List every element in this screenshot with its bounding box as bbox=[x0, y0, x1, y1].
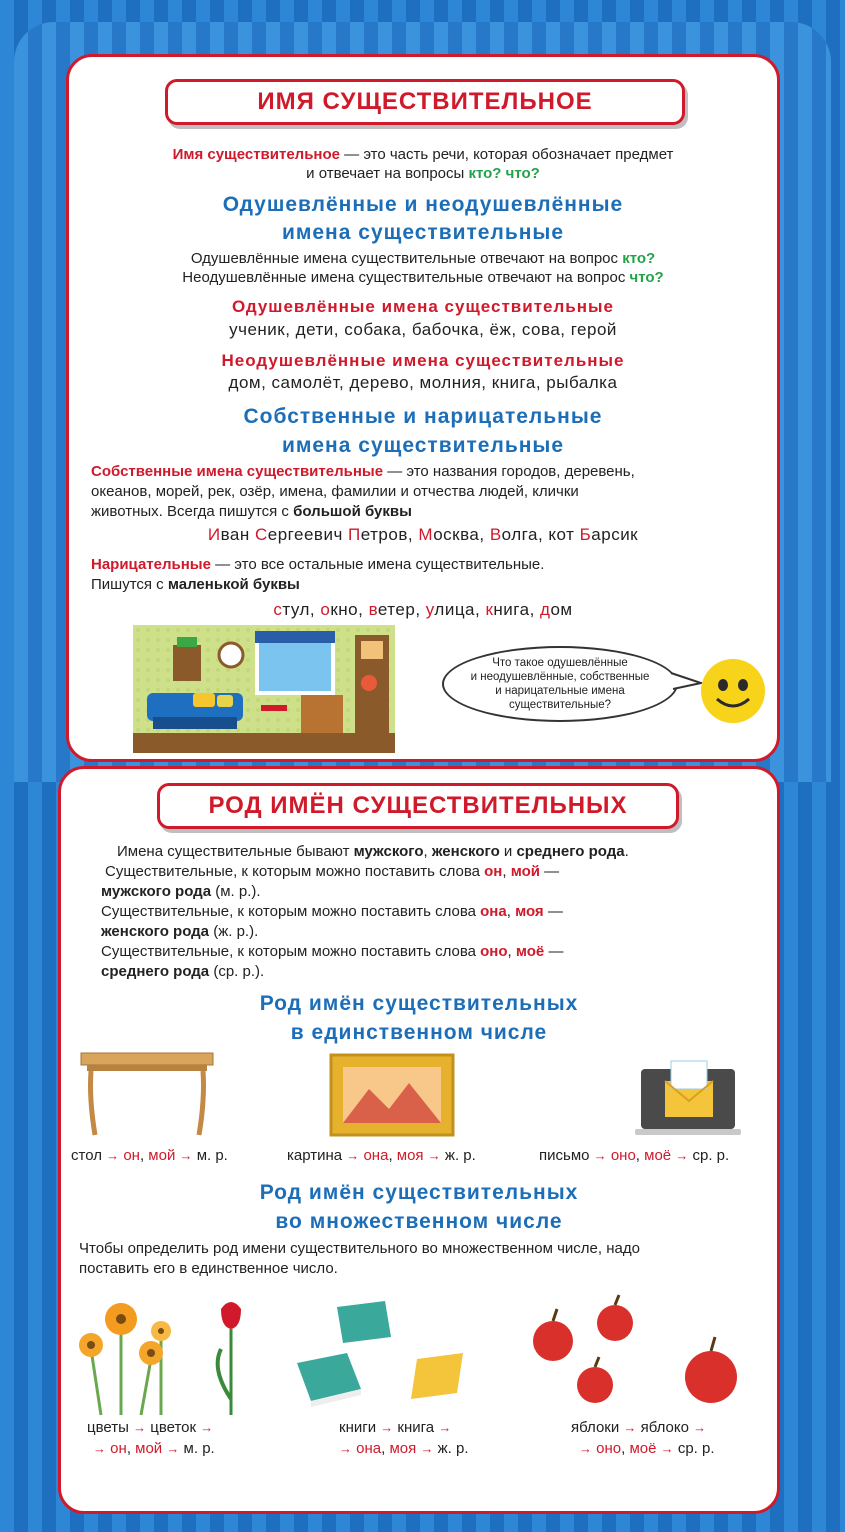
arrow-icon: → bbox=[438, 1420, 452, 1435]
arrow-icon: → bbox=[693, 1420, 707, 1435]
pronoun: оно bbox=[596, 1440, 622, 1457]
singular-example-kartina: картина → она, моя → ж. р. bbox=[287, 1147, 476, 1164]
fem-name: женского рода bbox=[101, 923, 210, 940]
plural-example-flowers-line1 bbox=[87, 1419, 213, 1436]
pronoun: он bbox=[110, 1440, 127, 1457]
word-moya: моя bbox=[515, 903, 544, 920]
neut-rule-line2 bbox=[101, 962, 264, 982]
pronoun: она bbox=[356, 1440, 382, 1457]
animate-inanimate-title-l1: Одушевлённые и неодушевлённые bbox=[222, 193, 624, 216]
arrow-icon: → bbox=[166, 1441, 180, 1456]
neut-rule-line1: Существительные, к которым можно поставить слова оно, моё — bbox=[101, 943, 564, 960]
plural-example-apples-line1 bbox=[571, 1419, 706, 1436]
proper-word-rest: ергеевич bbox=[267, 525, 349, 544]
common-word-rest: лица, bbox=[434, 600, 486, 619]
proper-def-line2: океанов, морей, рек, озёр, имена, фамилии и отчества людей, клички bbox=[91, 483, 579, 500]
plural-rule-line2: поставить его в единственное число. bbox=[79, 1260, 338, 1277]
common-first-letter: о bbox=[320, 600, 331, 619]
gender-abbr: ж. р. bbox=[437, 1440, 469, 1457]
proper-word-rest: арсик bbox=[591, 525, 639, 544]
fem-abbr: (ж. р.). bbox=[209, 923, 259, 940]
proper-common-title-l1: Собственные и нарицательные bbox=[243, 405, 603, 428]
animate-heading: Одушевлённые имена существительные bbox=[232, 297, 614, 316]
arrow-icon: → bbox=[675, 1148, 689, 1163]
books-illustration bbox=[287, 1297, 467, 1415]
noun-word: картина bbox=[287, 1147, 343, 1164]
proper-examples bbox=[69, 525, 777, 545]
smiley-icon bbox=[699, 657, 767, 725]
bubble-tail bbox=[669, 669, 703, 693]
common-def-line2 bbox=[91, 575, 300, 595]
arrow-icon: → bbox=[579, 1441, 592, 1456]
arrow-icon: → bbox=[420, 1441, 434, 1456]
noun-word: письмо bbox=[539, 1147, 590, 1164]
common-term: Нарицательные bbox=[91, 556, 211, 573]
noun-word: стол bbox=[71, 1147, 102, 1164]
word-moyo: моё bbox=[515, 943, 545, 960]
gender-abbr: ср. р. bbox=[677, 1440, 715, 1457]
common-first-letter: у bbox=[425, 600, 435, 619]
neut-word: среднего рода bbox=[516, 843, 625, 860]
gender-abbr: м. р. bbox=[196, 1147, 228, 1164]
proper-cap-letter: М bbox=[418, 525, 434, 544]
painting-illustration bbox=[329, 1053, 455, 1137]
fem-rule-line2 bbox=[101, 922, 258, 942]
table-illustration bbox=[79, 1049, 215, 1139]
question-kto: кто? bbox=[622, 250, 656, 267]
pronoun: она bbox=[363, 1147, 389, 1164]
bubble-line: Что такое одушевлённые bbox=[492, 657, 628, 669]
gender-card bbox=[58, 766, 780, 1514]
arrow-icon: → bbox=[346, 1148, 360, 1163]
animate-rule-text: Одушевлённые имена существительные отвечают на вопрос bbox=[190, 250, 623, 267]
possessive: мой bbox=[135, 1440, 163, 1457]
bubble-line: и неодушевлённые, собственные bbox=[470, 671, 650, 683]
proper-cap-letter: В bbox=[489, 525, 502, 544]
plural-word: книги bbox=[339, 1419, 377, 1436]
plural-word: яблоки bbox=[571, 1419, 620, 1436]
possessive: моя bbox=[396, 1147, 424, 1164]
inanimate-examples: дом, самолёт, дерево, молния, книга, рыбалка bbox=[228, 373, 618, 392]
animate-inanimate-title-l2: имена существительные bbox=[281, 221, 565, 244]
common-word-rest: ом bbox=[550, 600, 573, 619]
plural-example-flowers-line2: → он, мой → м. р. bbox=[93, 1440, 215, 1457]
masc-name: мужского рода bbox=[101, 883, 212, 900]
singular-word: яблоко bbox=[640, 1419, 689, 1436]
arrow-icon: → bbox=[200, 1420, 214, 1435]
word-on: он bbox=[484, 863, 503, 880]
common-examples bbox=[69, 600, 777, 620]
proper-word-rest: ван bbox=[220, 525, 255, 544]
common-word-rest: етер, bbox=[377, 600, 426, 619]
arrow-icon: → bbox=[380, 1420, 394, 1435]
masc-rule-line2 bbox=[101, 882, 261, 902]
proper-word-rest: олга, кот bbox=[501, 525, 580, 544]
arrow-icon: → bbox=[339, 1441, 352, 1456]
proper-word-rest: осква, bbox=[433, 525, 490, 544]
question-bubble bbox=[442, 646, 678, 722]
proper-term: Собственные имена существительные bbox=[91, 463, 384, 480]
proper-cap-letter: Б bbox=[579, 525, 592, 544]
masc-rule-line1: Существительные, к которым можно поставить слова он, мой — bbox=[105, 863, 560, 880]
fem-word: женского bbox=[431, 843, 500, 860]
common-first-letter: д bbox=[540, 600, 551, 619]
plural-rule-line1: Чтобы определить род имени существительного во множественном числе, надо bbox=[79, 1240, 640, 1257]
proper-cap-letter: П bbox=[348, 525, 361, 544]
def-rest: — это часть речи, которая обозначает предмет bbox=[339, 146, 674, 163]
masc-abbr: (м. р.). bbox=[211, 883, 261, 900]
singular-example-pismo: письмо → оно, моё → ср. р. bbox=[539, 1147, 730, 1164]
proper-def-line3 bbox=[91, 502, 412, 522]
rule-text: Существительные, к которым можно поставить слова bbox=[101, 903, 481, 920]
gender-abbr: ж. р. bbox=[444, 1147, 476, 1164]
intro-text: Имена существительные бывают bbox=[117, 843, 354, 860]
common-def-line1 bbox=[91, 555, 544, 575]
intro-and: и bbox=[499, 843, 517, 860]
singular-word: книга bbox=[397, 1419, 435, 1436]
bubble-line: существительные? bbox=[508, 699, 612, 711]
possessive: мой bbox=[148, 1147, 176, 1164]
question-chto: что? bbox=[629, 269, 664, 286]
bubble-line: и нарицательные имена bbox=[495, 685, 625, 697]
common-rest: — это все остальные имена существительные. bbox=[210, 556, 545, 573]
neut-name: среднего рода bbox=[101, 963, 210, 980]
arrow-icon: → bbox=[179, 1148, 193, 1163]
arrow-icon: → bbox=[106, 1148, 120, 1163]
apples-illustration bbox=[529, 1293, 769, 1415]
def-term: Имя существительное bbox=[172, 146, 340, 163]
word-ono: оно bbox=[480, 943, 508, 960]
intro-comma: , bbox=[423, 843, 432, 860]
intro-end: . bbox=[624, 843, 629, 860]
animate-examples: ученик, дети, собака, бабочка, ёж, сова, герой bbox=[229, 320, 617, 339]
fem-rule-line1: Существительные, к которым можно поставить слова она, моя — bbox=[101, 903, 563, 920]
singular-word: цветок bbox=[150, 1419, 197, 1436]
rule-text: Существительные, к которым можно поставить слова bbox=[101, 943, 481, 960]
word-ona: она bbox=[480, 903, 507, 920]
inanimate-rule bbox=[69, 268, 777, 288]
masc-word: мужского bbox=[353, 843, 424, 860]
word-moy: мой bbox=[510, 863, 541, 880]
neut-abbr: (ср. р.). bbox=[209, 963, 265, 980]
proper-rest: — это названия городов, деревень, bbox=[383, 463, 635, 480]
plural-example-books-line2: → она, моя → ж. р. bbox=[339, 1440, 469, 1457]
gender-abbr: ср. р. bbox=[692, 1147, 730, 1164]
common-first-letter: с bbox=[273, 600, 283, 619]
arrow-icon: → bbox=[623, 1420, 637, 1435]
inanimate-heading: Неодушевлённые имена существительные bbox=[221, 351, 625, 370]
proper-common-title-l2: имена существительные bbox=[281, 434, 565, 457]
arrow-icon: → bbox=[133, 1420, 147, 1435]
room-illustration bbox=[133, 625, 395, 753]
common-line2-text: Пишутся с bbox=[91, 576, 168, 593]
common-first-letter: к bbox=[485, 600, 494, 619]
possessive: моя bbox=[389, 1440, 417, 1457]
singular-example-stol: стол → он, мой → м. р. bbox=[71, 1147, 228, 1164]
singular-title-l1: Род имён существительных bbox=[259, 992, 579, 1015]
arrow-icon: → bbox=[427, 1148, 441, 1163]
small-letter-phrase: маленькой буквы bbox=[167, 576, 300, 593]
plural-title-l2: во множественном числе bbox=[275, 1210, 563, 1233]
definition-line1 bbox=[69, 145, 777, 165]
flowers-illustration bbox=[71, 1289, 251, 1417]
proper-line3-text: животных. Всегда пишутся с bbox=[91, 503, 294, 520]
proper-def-line1 bbox=[91, 462, 763, 482]
plural-title-l1: Род имён существительных bbox=[259, 1181, 579, 1204]
arrow-icon: → bbox=[93, 1441, 106, 1456]
common-word-rest: нига, bbox=[493, 600, 541, 619]
laptop-illustration bbox=[635, 1053, 741, 1139]
rule-text: Существительные, к которым можно поставить слова bbox=[105, 863, 485, 880]
arrow-icon: → bbox=[660, 1441, 674, 1456]
possessive: моё bbox=[629, 1440, 657, 1457]
common-word-rest: кно, bbox=[330, 600, 369, 619]
pronoun: оно bbox=[610, 1147, 636, 1164]
section1-title: ИМЯ СУЩЕСТВИТЕЛЬНОЕ bbox=[165, 79, 685, 125]
common-first-letter: в bbox=[368, 600, 378, 619]
plural-example-books-line1 bbox=[339, 1419, 451, 1436]
proper-word-rest: етров, bbox=[360, 525, 419, 544]
noun-card bbox=[66, 54, 780, 762]
singular-title-l2: в единственном числе bbox=[290, 1021, 548, 1044]
animate-rule bbox=[69, 249, 777, 269]
proper-cap-letter: И bbox=[207, 525, 221, 544]
definition-line2 bbox=[69, 164, 777, 184]
proper-cap-letter: С bbox=[254, 525, 268, 544]
plural-example-apples-line2: → оно, моё → ср. р. bbox=[579, 1440, 715, 1457]
possessive: моё bbox=[644, 1147, 672, 1164]
big-letter-phrase: большой буквы bbox=[293, 503, 412, 520]
plural-word: цветы bbox=[87, 1419, 129, 1436]
arrow-icon: → bbox=[593, 1148, 607, 1163]
def-line2: и отвечает на вопросы bbox=[306, 165, 469, 182]
question-kto-chto: кто? что? bbox=[468, 165, 540, 182]
section2-title: РОД ИМЁН СУЩЕСТВИТЕЛЬНЫХ bbox=[157, 783, 679, 829]
gender-intro bbox=[117, 842, 629, 862]
common-word-rest: тул, bbox=[282, 600, 321, 619]
gender-abbr: м. р. bbox=[183, 1440, 215, 1457]
pronoun: он bbox=[123, 1147, 140, 1164]
inanimate-rule-text: Неодушевлённые имена существительные отвечают на вопрос bbox=[182, 269, 630, 286]
